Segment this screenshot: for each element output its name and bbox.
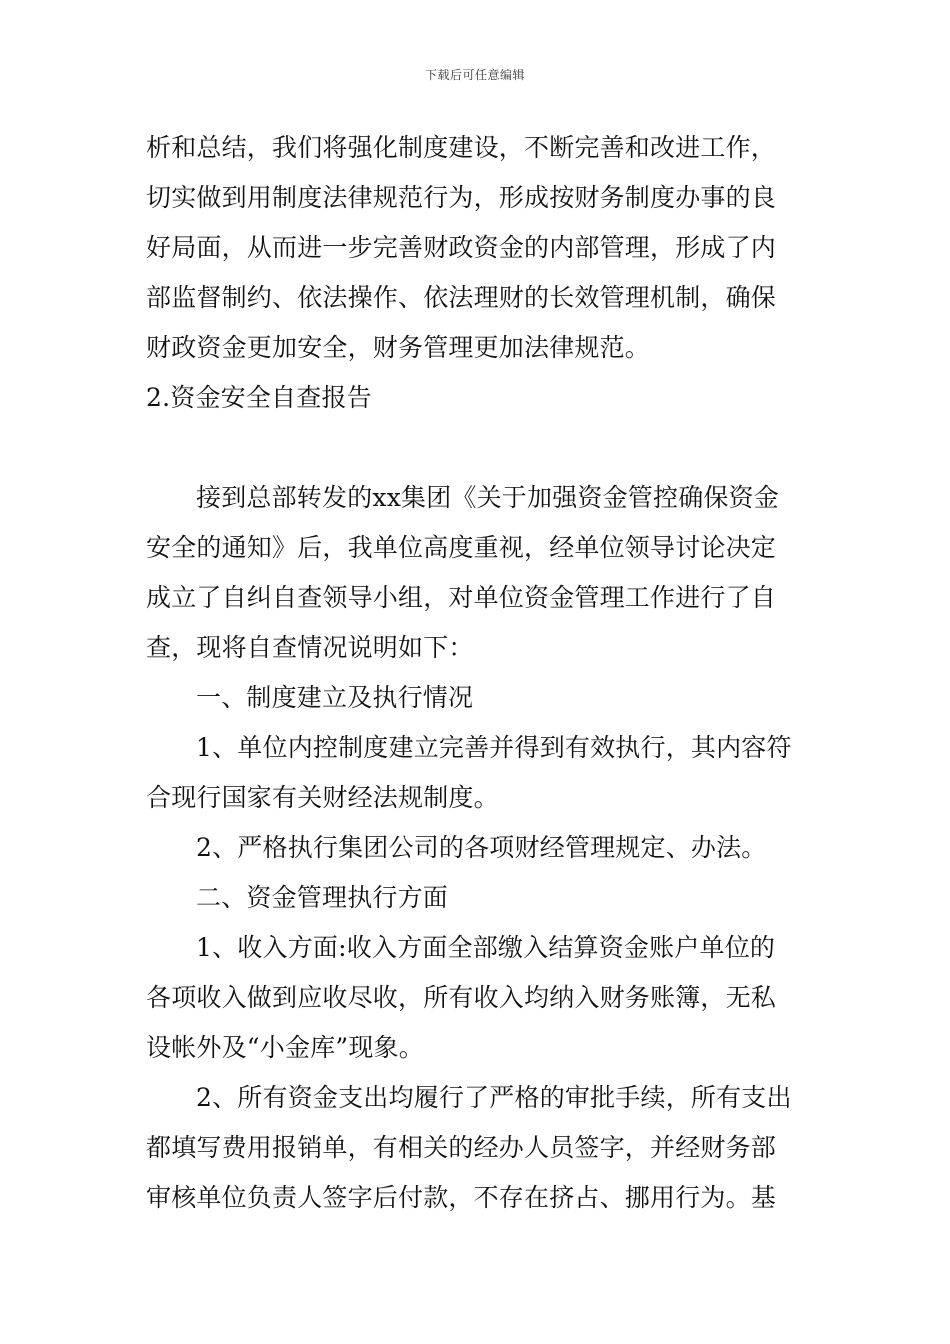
subsection-heading: 二、资金管理执行方面	[196, 883, 449, 912]
section-heading: 2.资金安全自查报告	[146, 383, 372, 412]
paragraph-start: 1、收入方面:收入方面全部缴入结算资金账户单位的	[196, 933, 776, 962]
text-line: 析和总结，我们将强化制度建设，不断完善和改进工作，	[146, 133, 777, 162]
text-line: 审核单位负责人签字后付款，不存在挤占、挪用行为。基	[146, 1183, 777, 1212]
paragraph-start: 2、所有资金支出均履行了严格的审批手续，所有支出	[196, 1083, 792, 1112]
paragraph-start: 1、单位内控制度建立完善并得到有效执行，其内容符	[196, 733, 792, 762]
blank-line	[146, 423, 816, 473]
subsection-heading: 一、制度建立及执行情况	[196, 683, 474, 712]
text-line: 成立了自纠自查领导小组，对单位资金管理工作进行了自	[146, 583, 777, 612]
text-line: 安全的通知》后，我单位高度重视，经单位领导讨论决定	[146, 533, 777, 562]
document-body	[146, 123, 816, 1223]
text-line: 各项收入做到应收尽收，所有收入均纳入财务账簿，无私	[146, 983, 777, 1012]
text-line: 都填写费用报销单，有相关的经办人员签字，并经财务部	[146, 1133, 777, 1162]
page-header: 下载后可任意编辑	[424, 68, 525, 82]
text-line: 好局面，从而进一步完善财政资金的内部管理，形成了内	[146, 233, 777, 262]
paragraph-start: 接到总部转发的xx集团《关于加强资金管控确保资金	[196, 483, 780, 512]
text-line: 查，现将自查情况说明如下：	[146, 633, 474, 662]
paragraph-start: 2、严格执行集团公司的各项财经管理规定、办法。	[196, 833, 767, 862]
text-line: 部监督制约、依法操作、依法理财的长效管理机制，确保	[146, 283, 777, 312]
text-line: 设帐外及“小金库”现象。	[146, 1033, 424, 1062]
text-line: 财政资金更加安全，财务管理更加法律规范。	[146, 333, 651, 362]
text-line: 切实做到用制度法律规范行为，形成按财务制度办事的良	[146, 183, 777, 212]
text-line: 合现行国家有关财经法规制度。	[146, 783, 499, 812]
